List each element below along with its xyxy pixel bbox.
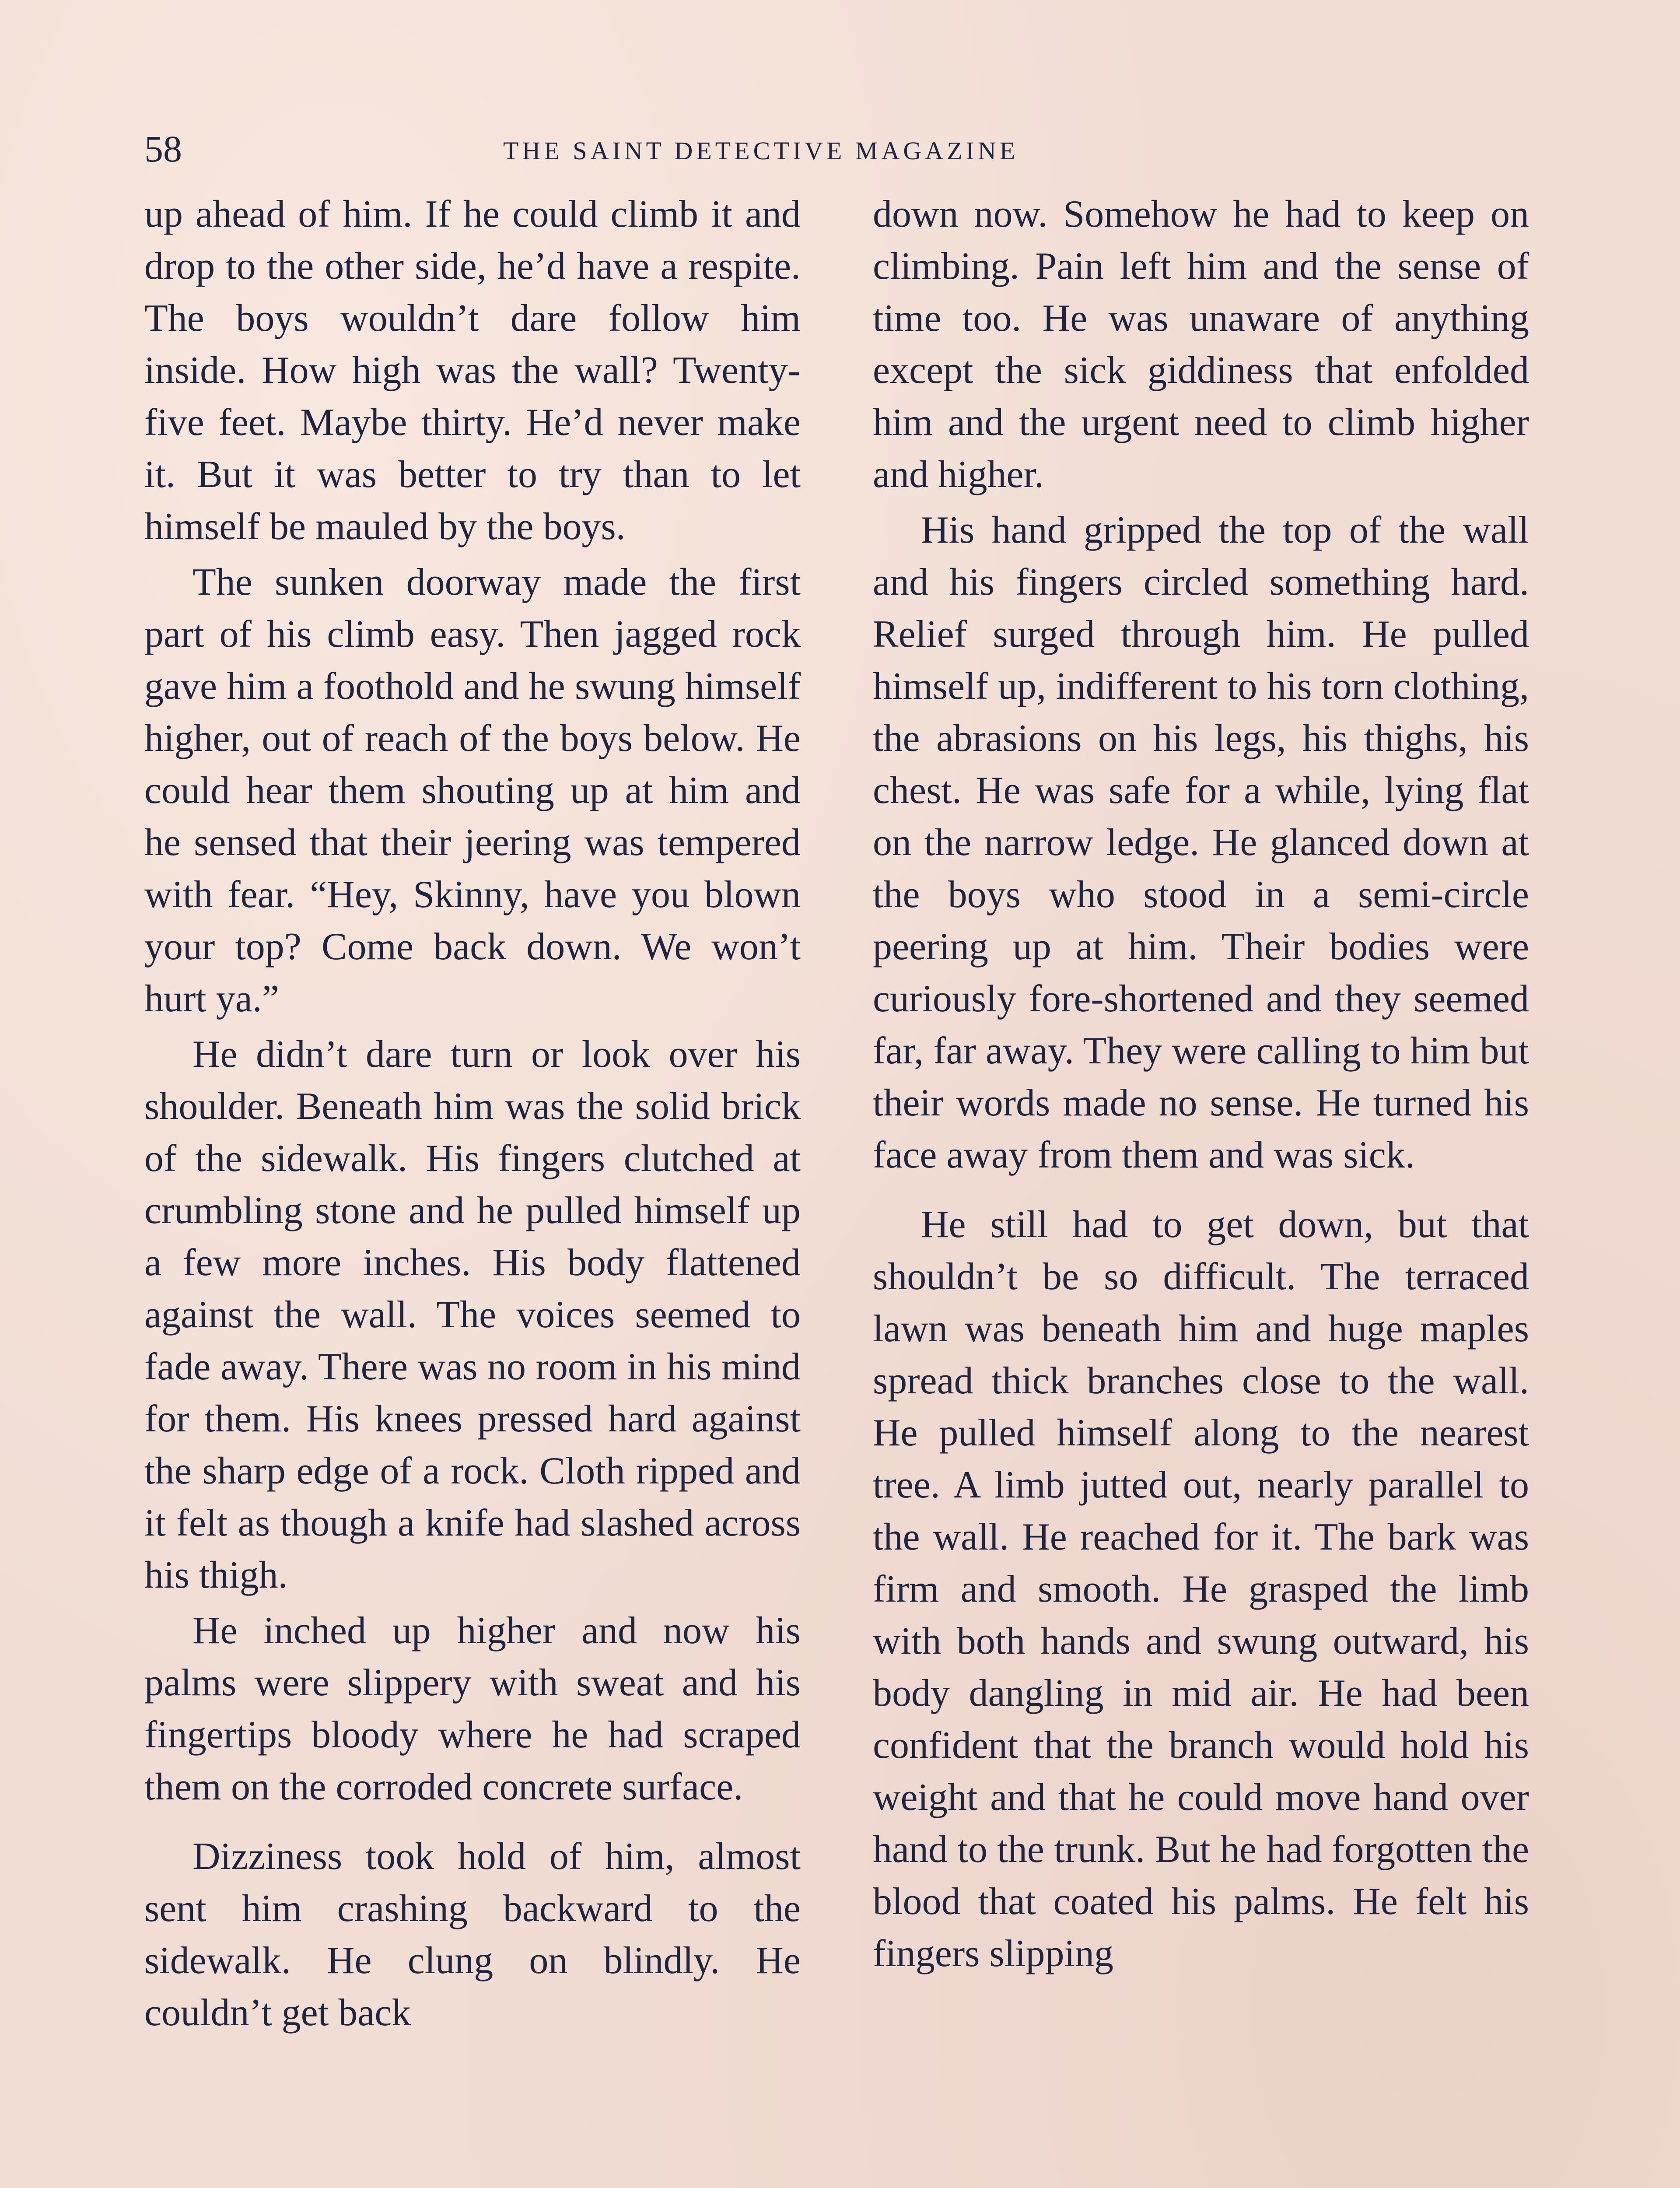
paragraph: down now. Somehow he had to keep on climbing. Pain left him and the sense of time too. He was unaware of anything except the sick giddiness that enfolded him and the urgent need to climb higher and higher. (873, 193, 1529, 496)
page-header (144, 125, 1536, 182)
right-column (873, 188, 1529, 1983)
paragraph: He inched up higher and now his palms were slippery with sweat and his fingertips bloody where he had scraped them on the corroded concrete surface. (144, 1609, 801, 1808)
paragraph: up ahead of him. If he could climb it and drop to the other side, he’d have a respite. The boys wouldn’t dare follow him inside. How high was the wall? Twenty-five feet. Maybe thirty. He’d never make it. But it was better to try than to let himself be mauled by the boys. (144, 193, 801, 548)
left-column (144, 188, 801, 2042)
paragraph: He didn’t dare turn or look over his shoulder. Beneath him was the solid brick of the sidewalk. His fingers clutched at crumbling stone and he pulled himself up a few more inches. His body flattened against the wall. The voices seemed to fade away. There was no room in his mind for them. His knees pressed hard against the sharp edge of a rock. Cloth ripped and it felt as though a knife had slashed across his thigh. (144, 1033, 801, 1596)
running-head: THE SAINT DETECTIVE MAGAZINE (503, 137, 1019, 165)
paragraph: Dizziness took hold of him, almost sent him crashing backward to the sidewalk. He clung on blindly. He couldn’t get back (144, 1835, 801, 2034)
page-number: 58 (144, 128, 182, 170)
paragraph: The sunken doorway made the first part of his climb easy. Then jagged rock gave him a foothold and he swung himself higher, out of reach of the boys below. He could hear them shouting up at him and he sensed that their jeering was tempered with fear. “Hey, Skinny, have you blown your top? Come back down. We won’t hurt ya.” (144, 561, 801, 1020)
paragraph: He still had to get down, but that shouldn’t be so difficult. The terraced lawn was beneath him and huge maples spread thick branches close to the wall. He pulled himself along to the nearest tree. A limb jutted out, nearly parallel to the wall. He reached for it. The bark was firm and smooth. He grasped the limb with both hands and swung outward, his body dangling in mid air. He had been confident that the branch would hold his weight and that he could move hand over hand to the trunk. But he had forgotten the blood that coated his palms. He felt his fingers slipping (873, 1203, 1529, 1975)
paragraph: His hand gripped the top of the wall and his fingers circled something hard. Relief surged through him. He pulled himself up, indifferent to his torn clothing, the abrasions on his legs, his thighs, his chest. He was safe for a while, lying flat on the narrow ledge. He glanced down at the boys who stood in a semi-circle peering up at him. Their bodies were curiously fore-shortened and they seemed far, far away. They were calling to him but their words made no sense. He turned his face away from them and was sick. (873, 509, 1529, 1176)
